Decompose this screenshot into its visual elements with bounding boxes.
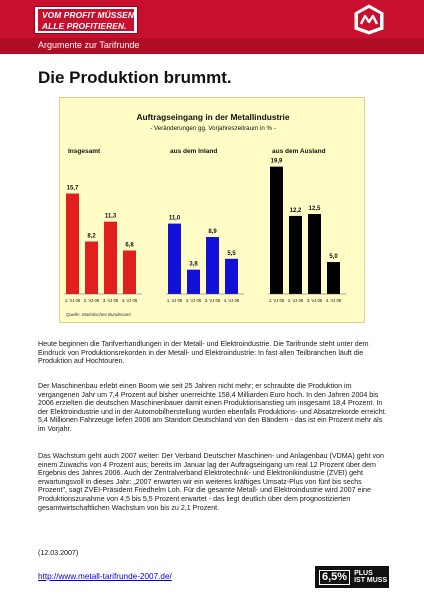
chart-panel [59,97,365,323]
category-tick-label: 1. VJ 06 [166,298,183,303]
bar-1-2 [206,237,219,294]
badge-line-2: ALLE PROFITIEREN. [42,21,127,31]
category-tick-label: 4. VJ 06 [325,298,342,303]
bar-value-label: 19,9 [270,158,283,165]
bar-value-label: 15,7 [66,185,79,192]
campaign-badge [34,6,138,34]
bar-1-1 [187,270,200,294]
paragraph-intro: Heute beginnen die Tarifverhandlungen in der Metall- und Elektroindustrie. Die Tarifrunde steht unter dem Eindruck von Produktionsrekorden in der Metall- und Elektroindustrie: In fast allen Teilbranchen läuft die Produktion auf Hochtouren. [38,340,369,366]
bar-2-3 [327,262,340,294]
category-tick-label: 3. VJ 06 [102,298,119,303]
category-tick-label: 2. VJ 06 [287,298,304,303]
badge-line-1: VOM PROFIT MÜSSEN [42,10,134,20]
bar-value-label: 5,0 [329,254,338,260]
badge-ist-muss: IST MUSS [354,577,388,584]
bar-value-label: 8,9 [208,229,217,236]
bar-2-2 [308,214,321,294]
bar-2-0 [270,167,283,294]
paragraph-maschinenbau: Der Maschinenbau erlebt einen Boom wie seit 25 Jahren nicht mehr; er schraubte die Produktion im vergangenen Jahr um 7,4 Prozent auf bisher unerreichte 158,4 Milliarden Euro hoch. In den Jahren 2004 bis 2006 erzielten die deutschen Maschinenbauer damit einen Produktionsanstieg um insgesamt 18,4 Prozent. In der Elektroindustrie und in der Automobilherstellung wurden ebenfalls Produktions- und Absatzrekorde erreicht. 5,4 Millionen Fahrzeuge liefen 2006 am Standort Deutschland von den Bändern - das ist ein Prozent mehr als im Vorjahr. [38,382,387,433]
chart-subtitle: - Veränderungen gg. Vorjahreszeitraum in % - [150,125,276,132]
category-tick-label: 2. VJ 06 [185,298,202,303]
paragraph-wachstum: Das Wachstum geht auch 2007 weiter: Der Verband Deutscher Maschinen- und Anlagenbau (VDMA) geht von einem Zuwachs von 4 Prozent aus; bereits im Januar lag der Auftragseingang um real 12 Prozent über dem Ergebnis des Jahres 2006. Auch der Zentralverband Elektrotechnik- und Elektronikindustrie (ZVEI) geht erwartungsvoll in dieses Jahr: „2007 erwarten wir ein weiteres kräftiges Umsatz-Plus von fünf bis sechs Prozent", sagt ZVEI-Präsident Friedhelm Loh. Für die gesamte Metall- und Elektroindustrie wird 2007 eine Produktionszunahme von 4,5 bis 5,5 Prozent erwartet - das liegt deutlich über dem prognostizierten gesamtwirtschaftlichen Wachstum von bis zu 2,1 Prozent. [38,452,384,512]
publication-date: (12.03.2007) [38,549,79,557]
header-subtitle: Argumente zur Tarifrunde [38,40,140,50]
bar-value-label: 5,5 [227,250,236,257]
badge-percent: 6,5% [319,570,350,585]
bar-chart [60,98,366,324]
tarifrunde-website-link[interactable]: http://www.metall-tarifrunde-2007.de/ [38,572,172,581]
bar-0-2 [104,222,117,294]
category-tick-label: 1. VJ 06 [64,298,81,303]
group-title-inland: aus dem Inland [170,148,218,155]
page-title: Die Produktion brummt. [38,68,232,87]
ig-metall-logo-icon [352,3,386,35]
category-tick-label: 3. VJ 06 [204,298,221,303]
bar-0-1 [85,242,98,294]
category-tick-label: 4. VJ 06 [121,298,138,303]
bar-value-label: 3,8 [189,261,198,268]
six-five-percent-badge [315,566,389,588]
bar-value-label: 11,0 [168,215,181,222]
category-tick-label: 3. VJ 06 [306,298,323,303]
category-tick-label: 4. VJ 06 [223,298,240,303]
category-tick-label: 1. VJ 06 [268,298,285,303]
bar-0-3 [123,250,136,294]
bar-2-1 [289,216,302,294]
bar-value-label: 6,8 [125,242,134,249]
bar-value-label: 12,5 [308,206,321,212]
header-bar [0,0,424,54]
bar-value-label: 11,3 [104,213,117,220]
group-title-ausland: aus dem Ausland [272,148,326,155]
bar-1-0 [168,224,181,294]
category-tick-label: 2. VJ 06 [83,298,100,303]
bar-0-0 [66,194,79,294]
group-title-insgesamt: Insgesamt [68,148,101,155]
bar-value-label: 12,2 [289,207,302,214]
bar-1-3 [225,259,238,294]
badge-plus: PLUS [354,570,373,577]
bar-value-label: 8,2 [87,233,96,240]
chart-title: Auftragseingang in der Metallindustrie [136,112,290,122]
chart-source: Quelle: Statistisches Bundesamt [66,312,131,317]
